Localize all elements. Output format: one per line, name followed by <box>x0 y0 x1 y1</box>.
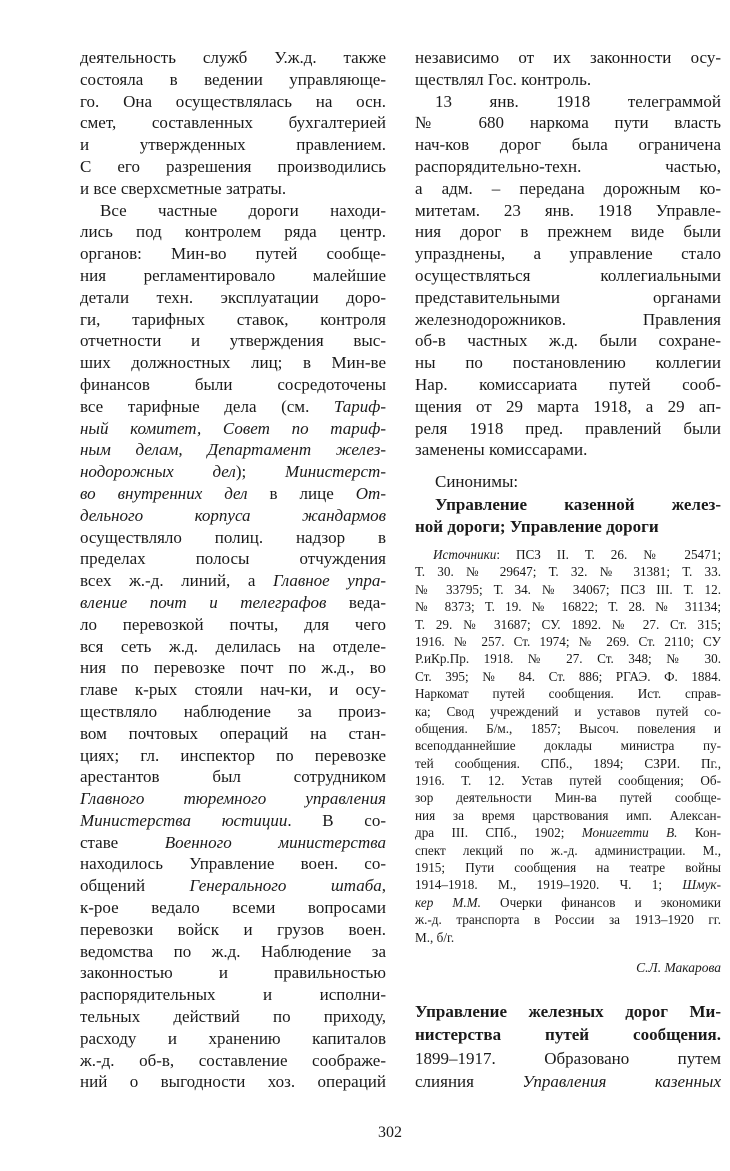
text-line <box>415 824 721 841</box>
text-line <box>415 494 721 516</box>
text-run: распорядительных и исполни- <box>80 985 386 1005</box>
text-run: находилось Управление воен. со- <box>80 854 386 874</box>
text-line <box>415 47 721 69</box>
text-line <box>80 374 386 396</box>
text-line <box>80 178 386 200</box>
text-run: вся сеть ж.д. делилась на отделе- <box>80 636 386 656</box>
text-line <box>415 842 721 859</box>
text-line <box>80 810 386 832</box>
text-line <box>80 265 386 287</box>
text-line <box>80 1050 386 1072</box>
text-line <box>80 527 386 549</box>
text-line <box>80 636 386 658</box>
text-run: зор деятельности Мин-ва путей сообще- <box>415 790 721 806</box>
bold-run: Управление казенной желез- <box>435 495 721 514</box>
text-line <box>80 657 386 679</box>
bold-run: нистерства путей сообщения. <box>415 1025 721 1045</box>
text-line <box>415 91 721 113</box>
text-run: Ст. 395; № 84. Ст. 886; РГАЭ. Ф. 1884. <box>415 668 721 684</box>
text-line <box>415 134 721 156</box>
italic-run: От- <box>355 483 386 503</box>
text-line <box>415 221 721 243</box>
text-line <box>415 1023 721 1046</box>
text-line <box>80 483 386 505</box>
text-line <box>80 69 386 91</box>
text-line <box>415 633 721 650</box>
text-run: расходу и хранению капиталов <box>80 1028 386 1048</box>
text-line <box>80 418 386 440</box>
sources-block <box>415 546 721 946</box>
text-run: 13 янв. 1918 телеграммой <box>435 91 721 111</box>
text-line <box>80 505 386 527</box>
text-run: отчетности и утверждения выс- <box>80 331 386 351</box>
text-line <box>80 156 386 178</box>
text-line <box>415 309 721 331</box>
text-run: Все частные дороги находи- <box>100 200 386 220</box>
text-line <box>415 911 721 928</box>
text-run: ществлял Гос. контроль. <box>415 69 592 89</box>
text-line <box>80 91 386 113</box>
italic-run: Генерального штаба <box>189 876 382 896</box>
text-run: веда- <box>326 592 386 612</box>
text-line <box>80 47 386 69</box>
text-run: № 33795; Т. 34. № 34067; ПСЗ III. Т. 12. <box>415 581 721 597</box>
italic-run: дельного корпуса жандармов <box>80 505 386 525</box>
text-line <box>415 516 721 538</box>
text-line <box>415 265 721 287</box>
text-line <box>415 894 721 911</box>
text-line <box>80 614 386 636</box>
text-line <box>415 685 721 702</box>
article-heading-paragraph <box>415 1000 721 1093</box>
right-column-text <box>415 47 721 461</box>
text-line <box>80 897 386 919</box>
text-run: смет, составленных бухгалтерией <box>80 113 386 133</box>
italic-run: Источники <box>433 547 497 562</box>
text-run: ка; Свод учреждений и уставов путей со- <box>415 703 721 719</box>
text-line <box>415 69 721 91</box>
italic-run: Шмук- <box>682 877 721 893</box>
text-line <box>415 929 721 946</box>
text-line <box>80 1071 386 1093</box>
text-run: арестантов был сотрудником <box>80 767 386 787</box>
text-line <box>415 243 721 265</box>
synonyms-label-text: Синонимы: <box>435 472 519 491</box>
text-line <box>80 853 386 875</box>
text-line <box>80 1028 386 1050</box>
text-line <box>80 439 386 461</box>
text-line <box>80 832 386 854</box>
text-run: Т. 29. № 31687; СУ. 1892. № 27. Ст. 315; <box>415 616 721 632</box>
synonyms-label <box>415 471 721 493</box>
text-run: Наркомат путей сообщения. Ист. справ- <box>415 686 721 702</box>
text-run: : ПСЗ II. Т. 26. № 25471; <box>496 547 721 562</box>
text-line <box>415 720 721 737</box>
text-line <box>80 962 386 984</box>
text-run: об-в частных ж.д. были сохране- <box>415 331 721 351</box>
synonyms-list <box>415 494 721 538</box>
text-run: тей сообщения. СПб., 1894; СЗРИ. Пг., <box>415 755 721 771</box>
author-signature: С.Л. Макарова <box>636 960 721 975</box>
text-run: состояла в ведении управляюще- <box>80 69 386 89</box>
text-run: ния дорог в прежнем виде были <box>415 222 721 242</box>
text-line <box>415 374 721 396</box>
text-run: тельных действий по приходу, <box>80 1007 386 1027</box>
text-run: спект лекций по ж.-д. администрации. М., <box>415 842 721 858</box>
text-line <box>80 788 386 810</box>
text-run: главе к-рых стояли нач-ки, и осу- <box>80 680 386 700</box>
text-line <box>80 243 386 265</box>
text-run: , <box>381 876 386 896</box>
text-run: ведомства по ж.д. Наблюдение за <box>80 941 386 961</box>
text-run: 1916. № 257. Ст. 1974; № 269. Ст. 2110; СУ <box>415 633 721 649</box>
text-line <box>80 200 386 222</box>
text-run: 1914–1918. М., 1919–1920. Ч. 1; <box>415 877 683 893</box>
text-line <box>80 134 386 156</box>
italic-run: Главное упра- <box>272 571 386 591</box>
text-run: ж.-д. об-в, составление соображе- <box>80 1050 386 1070</box>
italic-run: Монигетти В. <box>581 825 678 841</box>
italic-run: во внутренних дел <box>80 483 248 503</box>
text-run: вом почтовых операций на стан- <box>80 723 386 743</box>
text-line <box>80 941 386 963</box>
italic-run: кер М.М. <box>415 894 481 910</box>
text-run: представительными органами <box>415 287 721 307</box>
text-line <box>415 616 721 633</box>
text-line <box>80 570 386 592</box>
text-line <box>80 548 386 570</box>
text-line <box>80 984 386 1006</box>
text-run: щения от 29 марта 1918, а 29 ап- <box>415 396 721 416</box>
text-run: ния по перевозке почт по ж.д., во <box>80 658 386 678</box>
text-run: ло перевозкой почты, для чего <box>80 614 386 634</box>
text-run: Нар. комиссариата путей сооб- <box>415 374 721 394</box>
text-run: всеподданнейшие доклады министра пу- <box>415 738 721 754</box>
text-line <box>80 309 386 331</box>
text-run: а адм. – передана дорожным ко- <box>415 178 721 198</box>
text-run: нач-ков дорог была ограничена <box>415 135 721 155</box>
text-run: независимо от их законности осу- <box>415 48 721 67</box>
text-run: органов: Мин-во путей сообще- <box>80 244 386 264</box>
italic-run: ным делам, Департамент желез- <box>80 440 386 460</box>
text-run: законностью и правильностью <box>80 963 386 983</box>
bold-run: ной дороги; Управление дороги <box>415 517 659 536</box>
text-run: Кон- <box>677 825 721 841</box>
text-run: ний о выгодности хоз. операций <box>80 1072 386 1092</box>
text-run: дра III. СПб., 1902; <box>415 825 582 841</box>
text-line <box>80 766 386 788</box>
text-line <box>80 679 386 701</box>
text-run: ших должностных лиц; в Мин-ве <box>80 353 386 373</box>
text-run: М., б/г. <box>415 929 455 945</box>
text-line <box>80 1006 386 1028</box>
text-run: и утвержденных правлением. <box>80 135 386 155</box>
text-line <box>80 112 386 134</box>
text-line <box>415 581 721 598</box>
text-run: циях; гл. инспектор по перевозке <box>80 745 386 765</box>
text-run: ж.-д. транспорта в России за 1913–1920 гг. <box>415 912 721 928</box>
text-line <box>415 876 721 893</box>
text-run: и все сверхсметные затраты. <box>80 178 287 198</box>
text-run: заменены комиссарами. <box>415 440 588 460</box>
text-run: распорядительно-техн. частью, <box>415 156 721 176</box>
text-line <box>80 221 386 243</box>
text-run: № 8373; Т. 19. № 16822; Т. 28. № 31134; <box>415 599 721 615</box>
page-number: 302 <box>378 1124 402 1141</box>
text-line <box>415 859 721 876</box>
text-line <box>415 755 721 772</box>
text-line <box>415 352 721 374</box>
text-line <box>415 1047 721 1070</box>
text-run: реля 1918 пред. правлений были <box>415 418 721 438</box>
text-run: Очерки финансов и экономики <box>480 894 721 910</box>
text-run: к-рое ведало всеми вопросами <box>80 898 386 918</box>
text-line <box>415 668 721 685</box>
italic-run: вление почт и телеграфов <box>80 592 327 612</box>
text-line <box>80 701 386 723</box>
text-run: перевозки войск и грузов воен. <box>80 919 386 939</box>
text-run: лись под контролем ряда центр. <box>80 222 386 242</box>
text-run: митетам. 23 янв. 1918 Управле- <box>415 200 721 220</box>
text-line <box>80 287 386 309</box>
text-line <box>415 772 721 789</box>
text-line <box>415 200 721 222</box>
text-line <box>415 737 721 754</box>
text-line <box>415 330 721 352</box>
text-line <box>415 156 721 178</box>
text-line <box>80 396 386 418</box>
text-run: Т. 30. № 29647; Т. 32. № 31381; Т. 33. <box>415 564 721 580</box>
text-line <box>415 112 721 134</box>
text-run: железнодорожников. Правления <box>415 309 721 329</box>
text-run: ществляло наблюдение за произ- <box>80 701 386 721</box>
text-line <box>415 650 721 667</box>
text-line <box>80 745 386 767</box>
text-line <box>415 178 721 200</box>
text-run: 1899–1917. Образовано путем <box>415 1048 721 1068</box>
text-line <box>80 723 386 745</box>
text-run: № 680 наркома пути власть <box>415 113 721 133</box>
italic-run: Управления казенных <box>522 1071 721 1091</box>
text-line <box>415 1000 721 1023</box>
text-run: детали техн. эксплуатации доро- <box>80 287 386 307</box>
text-run: Р.иКр.Пр. 1918. № 27. Ст. 348; № 30. <box>415 651 721 667</box>
text-run: все тарифные дела (см. <box>80 396 334 416</box>
left-column <box>80 47 386 1093</box>
text-run: в лице <box>247 483 356 503</box>
text-run: ны по постановлению коллегии <box>415 353 721 373</box>
text-run: . В со- <box>287 810 386 830</box>
text-run: деятельность служб У.ж.д. также <box>80 48 386 67</box>
text-line <box>415 418 721 440</box>
text-line <box>415 703 721 720</box>
text-run: ); <box>235 462 286 482</box>
text-line <box>415 1070 721 1093</box>
text-line <box>415 396 721 418</box>
text-line <box>80 330 386 352</box>
text-run: ставе <box>80 832 165 852</box>
text-line <box>415 807 721 824</box>
text-run: слияния <box>415 1071 523 1091</box>
italic-run: Тариф- <box>333 396 386 416</box>
italic-run: Военного министерства <box>164 832 386 852</box>
italic-run: ный комитет, Совет по тариф- <box>80 418 386 438</box>
text-run: 1916. Т. 12. Устав путей сообщения; Об- <box>415 773 721 789</box>
italic-run: Министерства юстиции <box>80 810 288 830</box>
text-run: пределах полосы отчуждения <box>80 549 386 569</box>
text-line <box>80 875 386 897</box>
text-run: ния регламентировало малейшие <box>80 265 386 285</box>
text-line <box>80 592 386 614</box>
text-line <box>415 439 721 461</box>
text-line <box>415 598 721 615</box>
text-line <box>415 546 721 563</box>
text-run: финансов были сосредоточены <box>80 374 386 394</box>
italic-run: нодорожных дел <box>80 462 236 482</box>
text-line <box>415 563 721 580</box>
bold-run: Управление железных дорог Ми- <box>415 1002 721 1021</box>
text-run: го. Она осуществлялась на осн. <box>80 91 386 111</box>
text-line <box>80 919 386 941</box>
text-run: общения. Б/м., 1857; Высоч. повеления и <box>415 720 721 736</box>
text-run: осуществляло полиц. надзор в <box>80 527 386 547</box>
text-run: С его разрешения производились <box>80 156 386 176</box>
text-line <box>415 287 721 309</box>
text-run: 1915; Пути сообщения на театре войны <box>415 860 721 876</box>
italic-run: Главного тюремного управления <box>80 789 386 809</box>
text-run: ния за время царствования имп. Алексан- <box>415 807 721 823</box>
text-line <box>415 789 721 806</box>
text-run: осуществляться коллегиальными <box>415 265 721 285</box>
text-line <box>80 352 386 374</box>
text-run: всех ж.-д. линий, а <box>80 571 273 591</box>
italic-run: Министерст- <box>285 462 386 482</box>
text-run: упразднены, а управление стало <box>415 244 721 264</box>
text-line <box>80 461 386 483</box>
text-run: общений <box>80 876 190 896</box>
text-run: ги, тарифных ставок, контроля <box>80 309 386 329</box>
